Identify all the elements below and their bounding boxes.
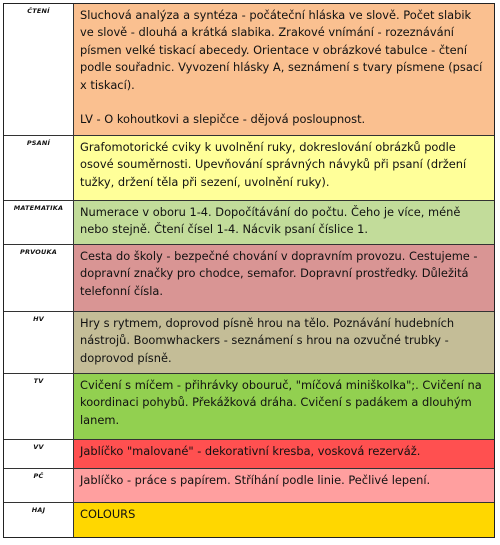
subject-label: HV [4,312,74,373]
content-paragraph: Jablíčko - práce s papírem. Stříhání podle linie. Pečlivé lepení. [80,473,431,487]
subject-content [74,201,494,244]
content-paragraph: Grafomotorické cviky k uvolnění ruky, dokreslování obrázků podle osové souměrnosti. Upevňování správných návyků při psaní (držení tužky, držení těla při sezení, uvolnění ruky). [80,140,467,189]
subject-row [4,469,494,503]
content-paragraph: COLOURS [80,507,136,521]
subject-content [74,136,494,200]
subject-row [4,374,494,440]
subject-row [4,245,494,312]
content-paragraph: Cesta do školy - bezpečné chování v dopravním provozu. Cestujeme - dopravní značky pro chodce, semafor. Dopravní prostředky. Důležitá telefonní čísla. [80,249,478,298]
subject-row [4,136,494,201]
subject-content [74,503,494,537]
content-paragraph: Numerace v oboru 1-4. Dopočítávání do počtu. Čeho je více, méně nebo stejně. Čtení čísel 1-4. Nácvik psaní číslice 1. [80,205,461,237]
content-paragraph: LV - O kohoutkovi a slepičce - dějová posloupnost. [80,112,366,127]
content-paragraph: Hry s rytmem, doprovod písně hrou na tělo. Poznávání hudebních nástrojů. Boomwhackers - seznámení s hrou na ozvučné trubky - doprovod písně. [80,316,455,365]
subject-label: ČTENÍ [4,4,74,135]
content-paragraph: Cvičení s míčem - přihrávky obouruč, "míčová miniškolka";. Cvičení na koordinaci pohybů. Překážková dráha. Cvičení s padákem a dlouhým lanem. [80,378,482,427]
subject-label: PČ [4,469,74,502]
subject-row [4,312,494,374]
subject-label: TV [4,374,74,439]
subject-label: HAJ [4,503,74,537]
subject-row [4,4,494,136]
weekly-plan-table [3,3,495,538]
subject-row [4,503,494,537]
subject-content [74,469,494,502]
subject-content [74,312,494,373]
subject-content [74,4,494,135]
subject-label: MATEMATIKA [4,201,74,244]
subject-content [74,440,494,468]
subject-content [74,245,494,311]
subject-row [4,201,494,245]
content-paragraph: Jablíčko "malované" - dekorativní kresba, vosková rezerváž. [80,444,421,458]
subject-row [4,440,494,469]
subject-label: PSANÍ [4,136,74,200]
subject-label: PRVOUKA [4,245,74,311]
content-paragraph: Sluchová analýza a syntéza - počáteční hláska ve slově. Počet slabik ve slově - dlouhá a krátká slabika. Zrakové vnímání - rozeznávání písmen velké tiskací abecedy. Orientace v obrázkové tabulce - čtení podle souřadnic. Vyvození hlásky A, seznámení s tvary písmene (psací x tiskací). [80,8,483,92]
subject-label: VV [4,440,74,468]
subject-content [74,374,494,439]
